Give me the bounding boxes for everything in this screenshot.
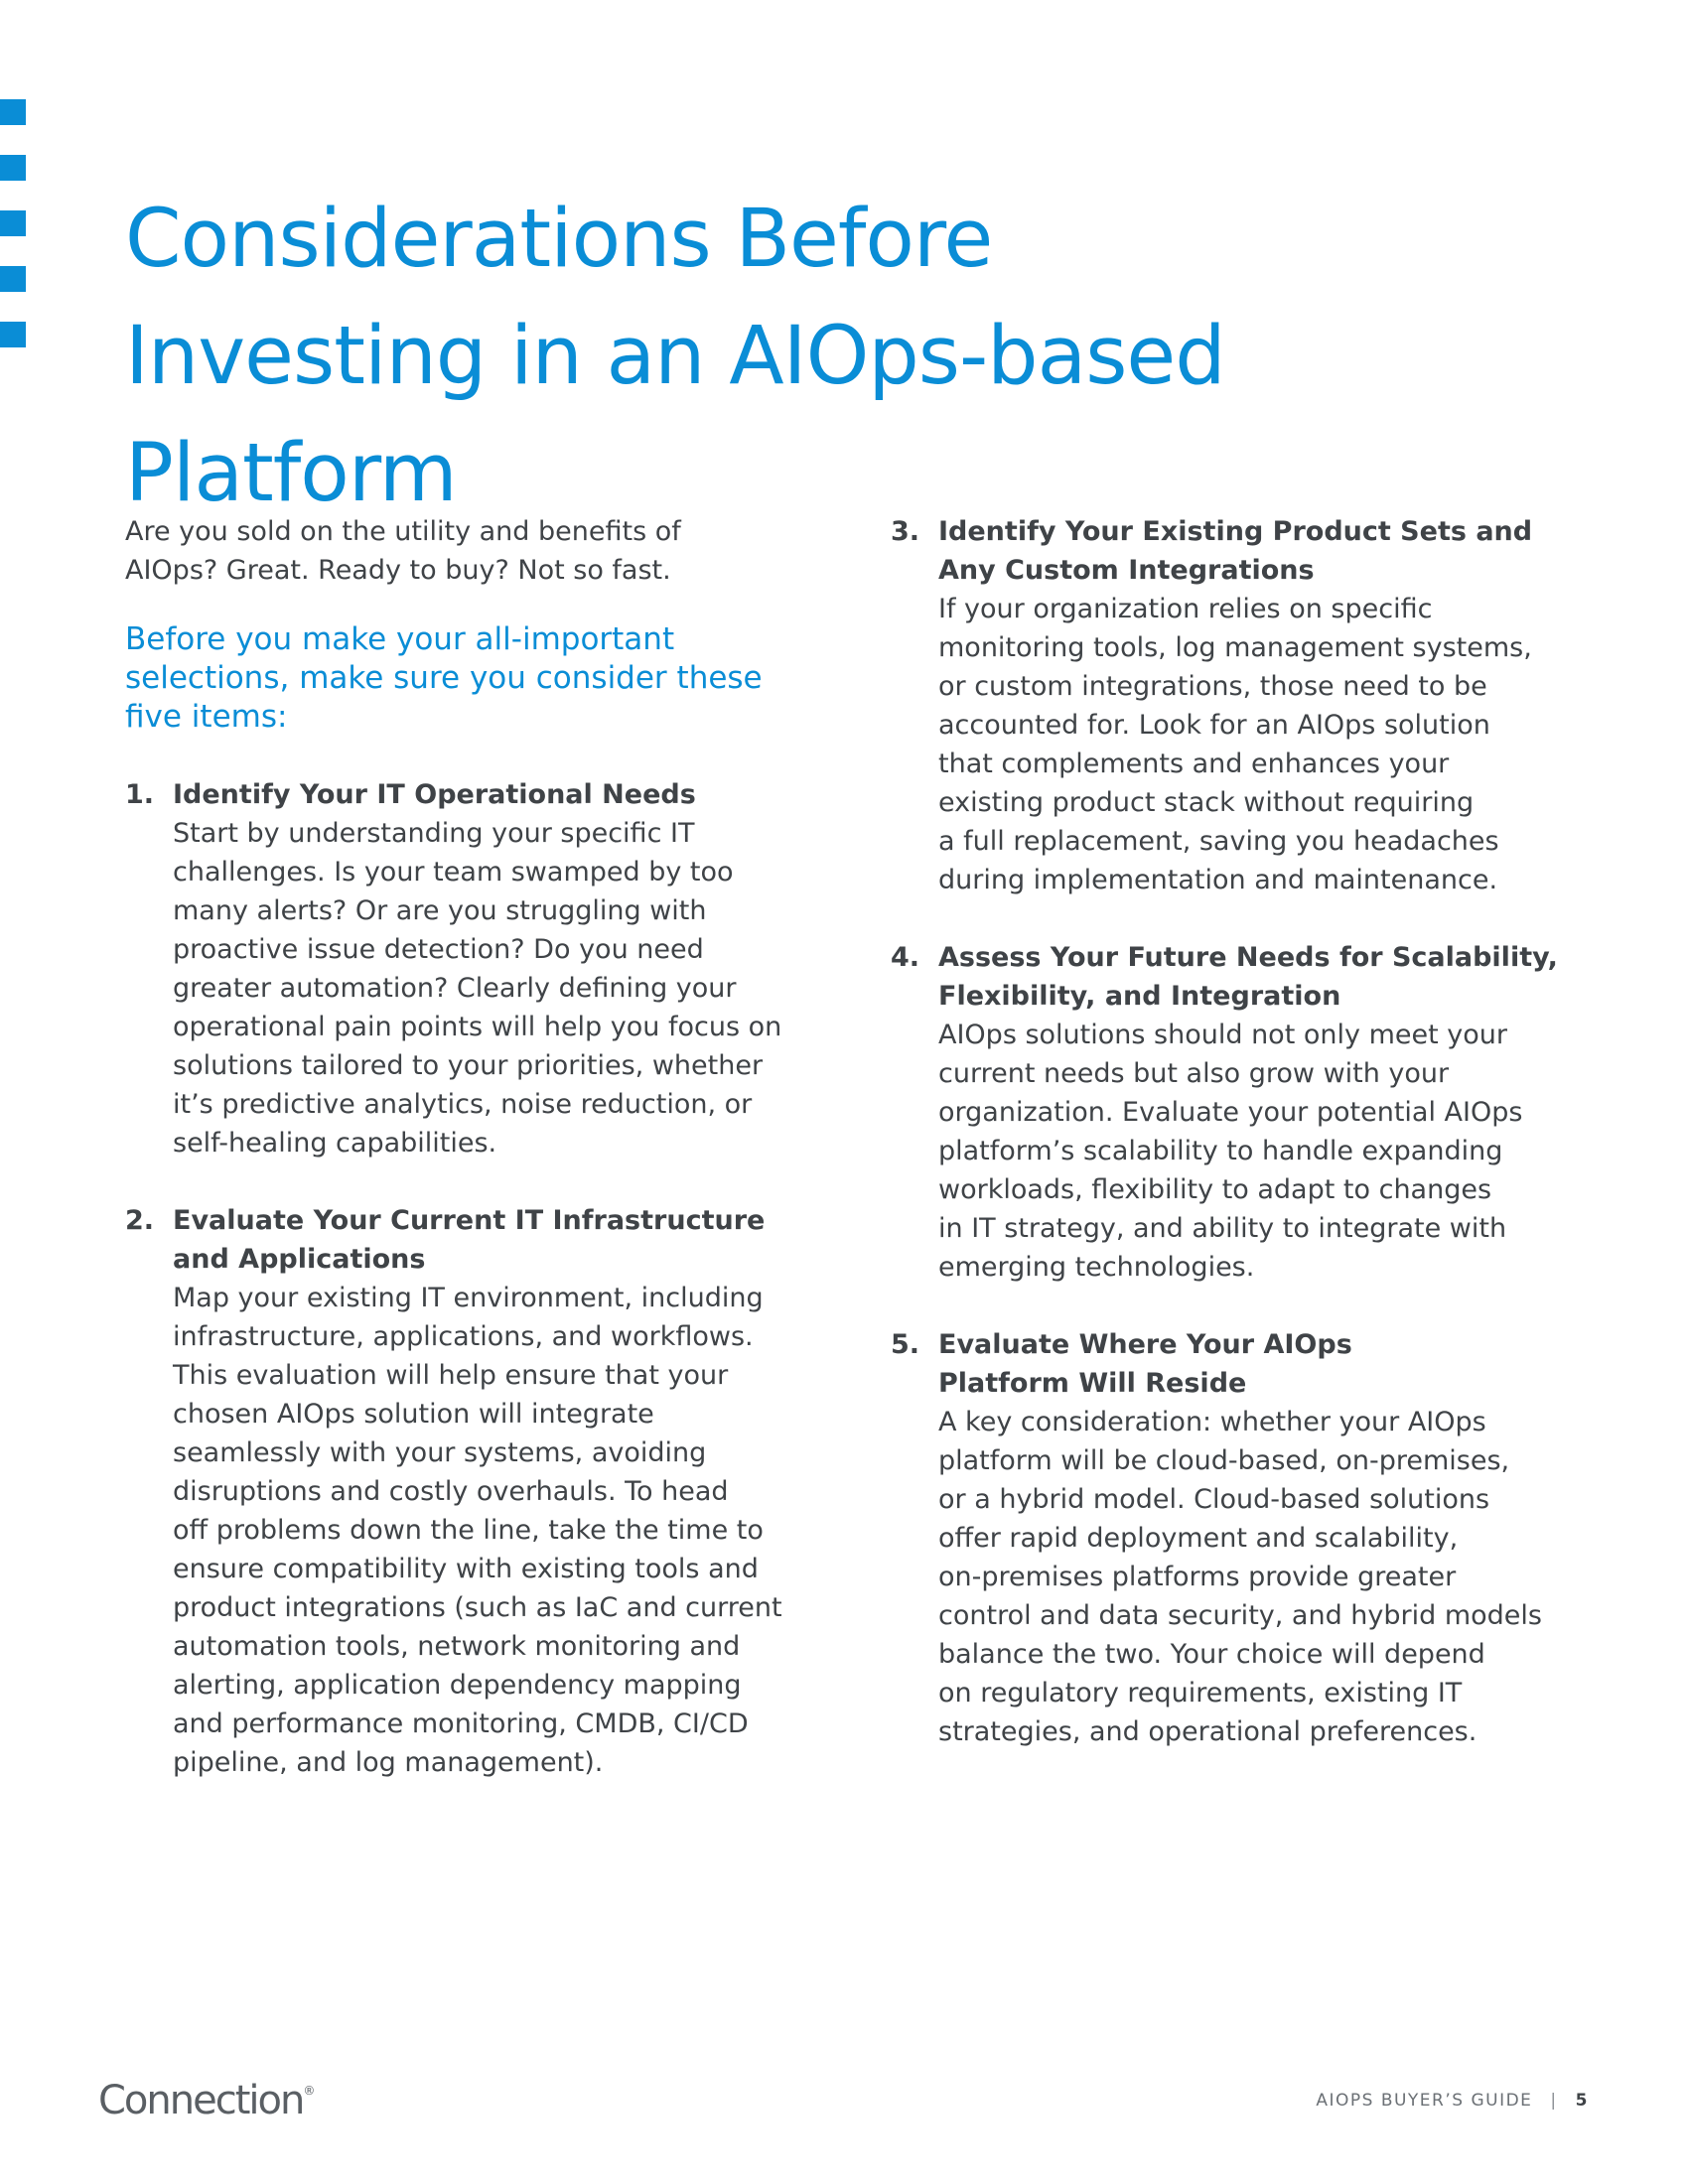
item-title-line: Identify Your Existing Product Sets and bbox=[938, 516, 1533, 547]
item-body-line: AIOps solutions should not only meet your bbox=[938, 1020, 1507, 1050]
left-column bbox=[125, 512, 820, 1821]
item-body-line: balance the two. Your choice will depend bbox=[938, 1639, 1485, 1670]
consideration-item-1 bbox=[125, 775, 820, 1162]
item-body-line: greater automation? Clearly defining your bbox=[173, 973, 737, 1004]
edge-mark bbox=[0, 210, 26, 236]
item-body-line: or a hybrid model. Cloud-based solutions bbox=[938, 1484, 1490, 1515]
consideration-item-2 bbox=[125, 1201, 820, 1782]
item-body-line: product integrations (such as IaC and current bbox=[173, 1592, 782, 1623]
edge-mark bbox=[0, 99, 26, 125]
intro-line: AIOps? Great. Ready to buy? Not so fast. bbox=[125, 555, 671, 586]
item-body-line: A key consideration: whether your AIOps bbox=[938, 1407, 1486, 1437]
item-body-line: accounted for. Look for an AIOps solution bbox=[938, 710, 1490, 741]
item-body bbox=[173, 814, 820, 1162]
item-body-line: Start by understanding your specific IT bbox=[173, 818, 695, 849]
item-body-line: emerging technologies. bbox=[938, 1252, 1255, 1283]
edge-mark bbox=[0, 322, 26, 347]
item-body-line: self-healing capabilities. bbox=[173, 1128, 497, 1159]
item-body-line: offer rapid deployment and scalability, bbox=[938, 1523, 1459, 1554]
item-body-line: existing product stack without requiring bbox=[938, 787, 1475, 818]
item-body-line: automation tools, network monitoring and bbox=[173, 1631, 741, 1662]
item-body-line: monitoring tools, log management systems, bbox=[938, 632, 1532, 663]
page-number: 5 bbox=[1575, 2091, 1589, 2111]
item-number: 3. bbox=[891, 516, 920, 547]
consideration-item-5 bbox=[891, 1325, 1586, 1751]
item-title-line: Evaluate Your Current IT Infrastructure bbox=[173, 1205, 766, 1236]
item-body-line: ensure compatibility with existing tools and bbox=[173, 1554, 759, 1584]
item-body-line: that complements and enhances your bbox=[938, 749, 1450, 779]
item-number: 4. bbox=[891, 942, 920, 973]
callout-heading bbox=[125, 620, 820, 737]
company-logo bbox=[98, 2078, 315, 2123]
item-title-line: Assess Your Future Needs for Scalability, bbox=[938, 942, 1558, 973]
item-title-line: Platform Will Reside bbox=[938, 1368, 1247, 1399]
item-body bbox=[938, 1403, 1586, 1751]
item-body-line: on regulatory requirements, existing IT bbox=[938, 1678, 1463, 1708]
guide-label: AIOPS BUYER’S GUIDE bbox=[1316, 2091, 1533, 2111]
item-body-line: and performance monitoring, CMDB, CI/CD bbox=[173, 1708, 749, 1739]
consideration-item-4 bbox=[891, 938, 1586, 1287]
item-body-line: disruptions and costly overhauls. To head bbox=[173, 1476, 729, 1507]
item-body-line: organization. Evaluate your potential AIOps bbox=[938, 1097, 1523, 1128]
item-body-line: workloads, flexibility to adapt to changes bbox=[938, 1174, 1492, 1205]
item-body-line: challenges. Is your team swamped by too bbox=[173, 857, 734, 887]
consideration-item-3 bbox=[891, 512, 1586, 899]
item-title-line: Identify Your IT Operational Needs bbox=[173, 779, 696, 810]
item-body bbox=[938, 1016, 1586, 1287]
edge-mark bbox=[0, 266, 26, 292]
footer-separator: | bbox=[1550, 2091, 1558, 2111]
item-title-line: Flexibility, and Integration bbox=[938, 981, 1341, 1012]
item-body-line: This evaluation will help ensure that your bbox=[173, 1360, 729, 1391]
page-title-line: Investing in an AIOps-based bbox=[125, 310, 1225, 404]
item-title bbox=[938, 512, 1586, 590]
item-title-line: and Applications bbox=[173, 1244, 426, 1275]
item-body-line: strategies, and operational preferences. bbox=[938, 1716, 1477, 1747]
page-title-line: Platform bbox=[125, 427, 457, 521]
item-body-line: alerting, application dependency mapping bbox=[173, 1670, 742, 1701]
item-body-line: operational pain points will help you focus on bbox=[173, 1012, 782, 1042]
item-body-line: during implementation and maintenance. bbox=[938, 865, 1498, 895]
item-body-line: current needs but also grow with your bbox=[938, 1058, 1450, 1089]
registered-mark: ® bbox=[303, 2084, 316, 2098]
item-number: 1. bbox=[125, 779, 155, 810]
edge-tab-marks bbox=[0, 99, 26, 377]
intro-line: Are you sold on the utility and benefits of bbox=[125, 516, 681, 547]
item-body-line: solutions tailored to your priorities, whether bbox=[173, 1050, 764, 1081]
item-body-line: infrastructure, applications, and workflows. bbox=[173, 1321, 754, 1352]
right-column bbox=[891, 512, 1586, 1790]
item-body-line: it’s predictive analytics, noise reduction, or bbox=[173, 1089, 753, 1120]
item-title bbox=[173, 1201, 820, 1279]
item-number: 5. bbox=[891, 1329, 920, 1360]
item-title-line: Any Custom Integrations bbox=[938, 555, 1315, 586]
item-body-line: or custom integrations, those need to be bbox=[938, 671, 1487, 702]
item-body-line: If your organization relies on specific bbox=[938, 594, 1433, 624]
item-body-line: platform’s scalability to handle expanding bbox=[938, 1136, 1503, 1166]
company-logo-text: Connection bbox=[98, 2078, 304, 2123]
item-body-line: many alerts? Or are you struggling with bbox=[173, 895, 707, 926]
item-title-line: Evaluate Where Your AIOps bbox=[938, 1329, 1352, 1360]
item-body bbox=[173, 1279, 820, 1782]
item-body-line: Map your existing IT environment, including bbox=[173, 1283, 764, 1313]
item-title bbox=[938, 938, 1586, 1016]
item-body-line: a full replacement, saving you headaches bbox=[938, 826, 1499, 857]
item-body-line: off problems down the line, take the time to bbox=[173, 1515, 764, 1546]
item-body-line: platform will be cloud-based, on-premises, bbox=[938, 1445, 1510, 1476]
intro-paragraph bbox=[125, 512, 820, 590]
item-body-line: on-premises platforms provide greater bbox=[938, 1562, 1457, 1592]
page-footer bbox=[1316, 2091, 1589, 2111]
item-body-line: proactive issue detection? Do you need bbox=[173, 934, 704, 965]
edge-mark bbox=[0, 155, 26, 181]
item-body-line: pipeline, and log management). bbox=[173, 1747, 604, 1778]
item-body-line: control and data security, and hybrid models bbox=[938, 1600, 1542, 1631]
item-body-line: in IT strategy, and ability to integrate with bbox=[938, 1213, 1507, 1244]
callout-line: Before you make your all-important bbox=[125, 621, 675, 657]
callout-line: five items: bbox=[125, 699, 288, 735]
item-body-line: chosen AIOps solution will integrate bbox=[173, 1399, 654, 1430]
item-number: 2. bbox=[125, 1205, 155, 1236]
page-title-line: Considerations Before bbox=[125, 193, 993, 287]
item-body bbox=[938, 590, 1586, 899]
item-title bbox=[938, 1325, 1586, 1403]
page-title bbox=[125, 181, 1416, 532]
item-title bbox=[173, 775, 820, 814]
item-body-line: seamlessly with your systems, avoiding bbox=[173, 1437, 707, 1468]
callout-line: selections, make sure you consider these bbox=[125, 660, 763, 696]
